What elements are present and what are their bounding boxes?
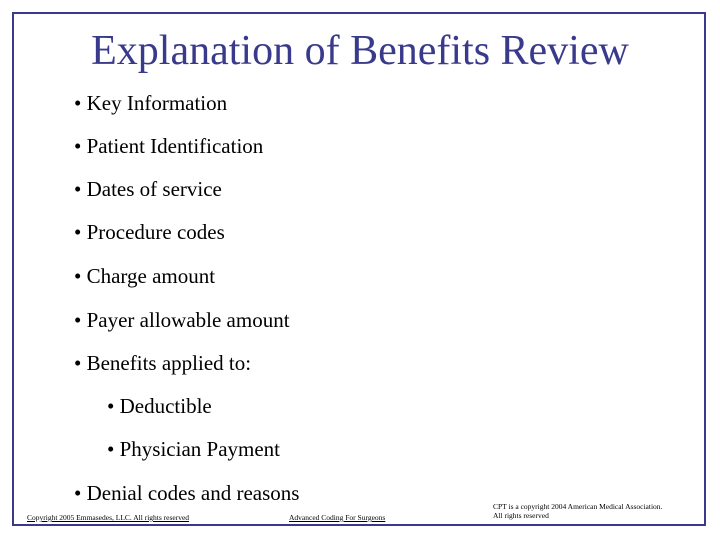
bullet-denial-codes: • Denial codes and reasons	[74, 481, 300, 505]
bullet-charge-amount: • Charge amount	[74, 264, 216, 288]
bullet-benefits-applied-to: • Benefits applied to:	[74, 351, 252, 375]
footer-cpt-notice	[493, 502, 662, 520]
sub-bullet-physician-payment: • Physician Payment	[107, 437, 281, 461]
footer-cpt-line-2: All rights reserved	[493, 511, 549, 520]
bullet-dates-of-service: • Dates of service	[74, 177, 222, 201]
bullet-payer-allowable-amount: • Payer allowable amount	[74, 308, 290, 332]
bullet-procedure-codes: • Procedure codes	[74, 220, 225, 244]
footer-cpt-line-1: CPT is a copyright 2004 American Medical Association.	[493, 502, 663, 511]
slide-title: Explanation of Benefits Review	[91, 28, 629, 74]
bullet-patient-identification: • Patient Identification	[74, 134, 264, 158]
footer-copyright: Copyright 2005 Emmasedes, LLC. All rights reserved	[27, 513, 190, 522]
bullet-key-information: • Key Information	[74, 91, 228, 115]
sub-bullet-deductible: • Deductible	[107, 394, 212, 418]
footer-course-title: Advanced Coding For Surgeons	[289, 513, 386, 522]
